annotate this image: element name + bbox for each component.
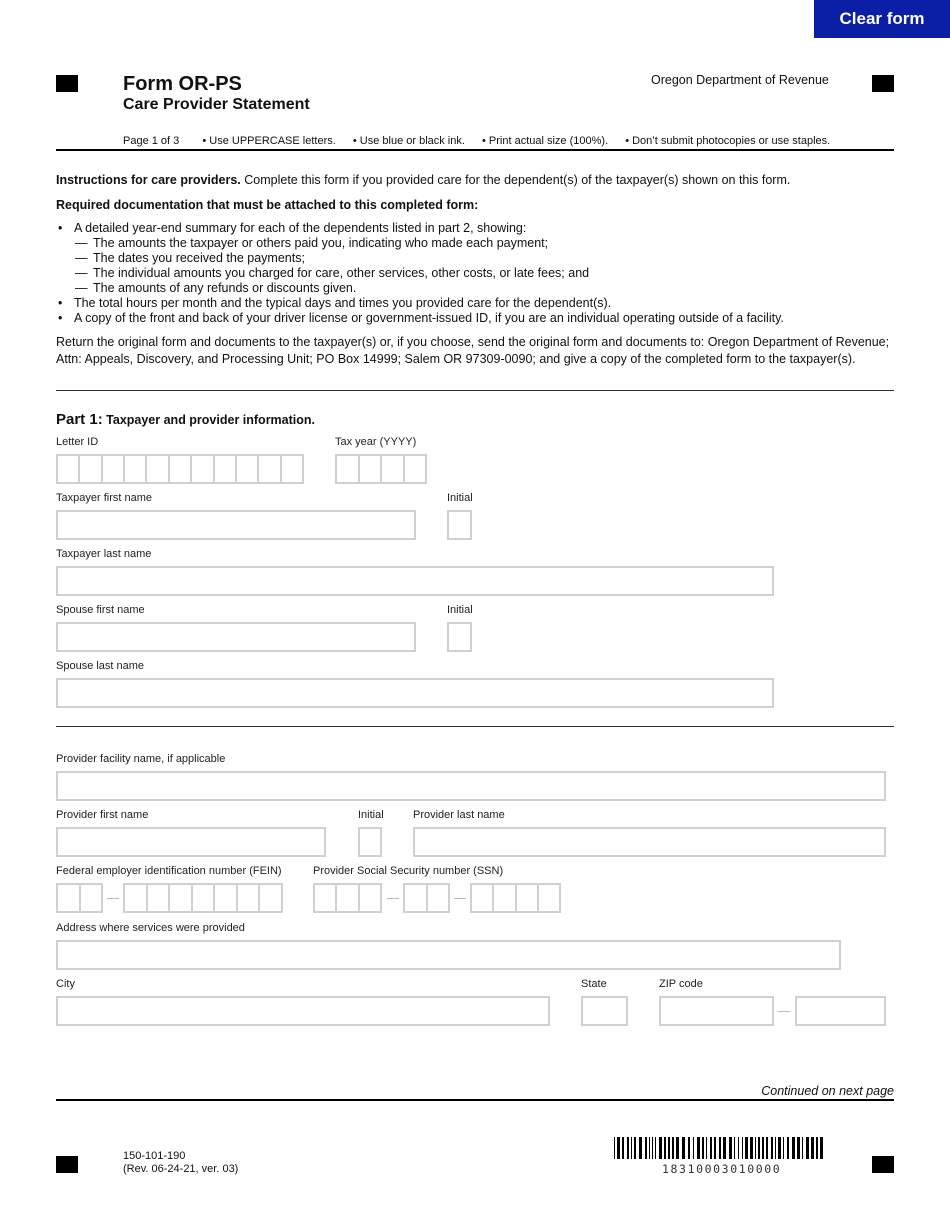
comb-cell[interactable] — [146, 883, 169, 913]
note-ink: • Use blue or black ink. — [352, 135, 465, 147]
city-label: City — [56, 978, 75, 990]
spouse-first-name-label: Spouse first name — [56, 604, 145, 616]
fein-suffix-input[interactable] — [123, 883, 283, 913]
barcode-bar — [742, 1137, 743, 1159]
spouse-last-name-label: Spouse last name — [56, 660, 145, 672]
required-doc-item: • A copy of the front and back of your driver license or government-issued ID, if you are an individual operating outside of a facility. — [56, 311, 896, 326]
registration-mark-top-left — [56, 75, 78, 92]
barcode-bar — [664, 1137, 666, 1159]
ssn-group-input[interactable] — [403, 883, 450, 913]
comb-cell[interactable] — [380, 454, 403, 484]
barcode-bar — [797, 1137, 800, 1159]
comb-cell[interactable] — [335, 454, 358, 484]
barcode-bar — [811, 1137, 814, 1159]
barcode-bar — [702, 1137, 704, 1159]
barcode-bar — [802, 1137, 803, 1159]
form-number-block — [123, 1150, 238, 1176]
barcode-bar — [649, 1137, 650, 1159]
taxpayer-initial-input[interactable] — [447, 510, 472, 540]
tax-year-input[interactable] — [335, 454, 427, 484]
barcode-bar — [634, 1137, 636, 1159]
provider-last-name-label: Provider last name — [413, 809, 505, 821]
footer-divider — [56, 1099, 894, 1101]
barcode-bar — [783, 1137, 784, 1159]
required-doc-subitem: — The individual amounts you charged for care, other services, other costs, or late fees; and — [56, 266, 896, 281]
registration-mark-top-right — [872, 75, 894, 92]
taxpayer-last-name-label: Taxpayer last name — [56, 548, 152, 560]
zip-input[interactable] — [659, 996, 774, 1026]
city-input[interactable] — [56, 996, 550, 1026]
agency-name: Oregon Department of Revenue — [651, 73, 829, 87]
zip-plus4-input[interactable] — [795, 996, 886, 1026]
fein-prefix-input[interactable] — [56, 883, 103, 913]
continued-note: Continued on next page — [761, 1084, 894, 1098]
return-instructions: Return the original form and documents to the taxpayer(s) or, if you choose, send the original form and documents to: Oregon Department of Revenue; Attn: Appeals, Discovery, and Processing Unit; PO Box 14999; Salem OR 97309-0090; and give a copy of the completed form to the taxpayer(s). — [56, 335, 890, 366]
clear-form-button[interactable]: Clear form — [814, 0, 950, 38]
barcode-bar — [723, 1137, 726, 1159]
barcode-bar — [710, 1137, 712, 1159]
barcode-image — [614, 1137, 825, 1159]
barcode-bar — [614, 1137, 615, 1159]
comb-cell[interactable] — [358, 883, 382, 913]
comb-cell[interactable] — [313, 883, 335, 913]
barcode-bar — [676, 1137, 679, 1159]
barcode-bar — [806, 1137, 809, 1159]
header-divider — [56, 149, 894, 151]
comb-cell[interactable] — [358, 454, 381, 484]
comb-cell[interactable] — [335, 883, 357, 913]
state-input[interactable] — [581, 996, 628, 1026]
comb-cell[interactable] — [426, 883, 451, 913]
part1-title: Taxpayer and provider information. — [102, 413, 315, 427]
barcode-bar — [778, 1137, 781, 1159]
required-doc-item: • A detailed year-end summary for each of the dependents listed in part 2, showing: — [56, 221, 896, 236]
form-revision: (Rev. 06-24-21, ver. 03) — [123, 1163, 239, 1175]
comb-cell[interactable] — [280, 454, 304, 484]
comb-cell[interactable] — [56, 454, 78, 484]
barcode-bar — [766, 1137, 768, 1159]
facility-name-input[interactable] — [56, 771, 886, 801]
barcode-bar — [775, 1137, 776, 1159]
barcode-bar — [755, 1137, 756, 1159]
barcode-bar — [617, 1137, 620, 1159]
comb-cell[interactable] — [537, 883, 561, 913]
section-divider — [56, 390, 894, 391]
ssn-separator-1 — [387, 898, 399, 899]
barcode-bar — [659, 1137, 662, 1159]
barcode-bar — [655, 1137, 656, 1159]
part1-number: Part 1: — [56, 411, 103, 428]
tax-year-label: Tax year (YYYY) — [335, 436, 417, 448]
instructions-lead-text: Complete this form if you provided care for the dependent(s) of the taxpayer(s) shown on this form. — [240, 173, 791, 187]
barcode-bar — [631, 1137, 632, 1159]
required-docs-heading: Required documentation that must be attached to this completed form: — [56, 198, 479, 212]
barcode-bar — [762, 1137, 764, 1159]
barcode-bar — [771, 1137, 773, 1159]
comb-cell[interactable] — [191, 883, 214, 913]
form-title: Form OR-PS — [123, 73, 242, 95]
note-uppercase: • Use UPPERCASE letters. — [202, 135, 336, 147]
comb-cell[interactable] — [123, 883, 146, 913]
service-address-label: Address where services were provided — [56, 922, 245, 934]
required-docs-list — [56, 221, 896, 326]
zip-label: ZIP code — [659, 978, 703, 990]
taxpayer-last-name-input[interactable] — [56, 566, 774, 596]
provider-first-name-input[interactable] — [56, 827, 326, 857]
barcode-bar — [792, 1137, 795, 1159]
required-doc-item: • The total hours per month and the typical days and times you provided care for the dependent(s). — [56, 296, 896, 311]
barcode-bar — [622, 1137, 624, 1159]
barcode-bar — [693, 1137, 694, 1159]
ssn-separator-2 — [454, 898, 466, 899]
required-doc-subitem: — The amounts of any refunds or discounts given. — [56, 281, 896, 296]
ssn-label: Provider Social Security number (SSN) — [313, 865, 504, 877]
taxpayer-first-name-label: Taxpayer first name — [56, 492, 152, 504]
required-doc-subitem: — The amounts the taxpayer or others paid you, indicating who made each payment; — [56, 236, 896, 251]
provider-last-name-input[interactable] — [413, 827, 886, 857]
facility-name-label: Provider facility name, if applicable — [56, 753, 226, 765]
barcode-bar — [719, 1137, 721, 1159]
state-label: State — [581, 978, 607, 990]
comb-cell[interactable] — [123, 454, 145, 484]
comb-cell[interactable] — [213, 883, 236, 913]
spouse-initial-label: Initial — [447, 604, 473, 616]
comb-cell[interactable] — [145, 454, 167, 484]
barcode-bar — [639, 1137, 642, 1159]
form-subtitle: Care Provider Statement — [123, 96, 310, 113]
barcode-bar — [787, 1137, 789, 1159]
barcode-bar — [820, 1137, 823, 1159]
note-print-size: • Print actual size (100%). — [482, 135, 609, 147]
spouse-first-name-input[interactable] — [56, 622, 416, 652]
comb-cell[interactable] — [56, 883, 79, 913]
comb-cell[interactable] — [403, 883, 426, 913]
fein-separator — [107, 898, 119, 899]
ssn-serial-input[interactable] — [470, 883, 561, 913]
barcode-number: 18310003010000 — [662, 1162, 782, 1176]
comb-cell[interactable] — [236, 883, 259, 913]
provider-section-divider — [56, 726, 894, 727]
comb-cell[interactable] — [78, 454, 100, 484]
registration-mark-bottom-left — [56, 1156, 78, 1173]
required-doc-subitem: — The dates you received the payments; — [56, 251, 896, 266]
instructions-lead: Instructions for care providers. — [56, 173, 241, 187]
barcode-bar — [652, 1137, 653, 1159]
comb-cell[interactable] — [258, 883, 283, 913]
comb-cell[interactable] — [470, 883, 492, 913]
barcode-bar — [734, 1137, 735, 1159]
barcode-bar — [738, 1137, 739, 1159]
registration-mark-bottom-right — [872, 1156, 894, 1173]
comb-cell[interactable] — [257, 454, 279, 484]
barcode-bar — [627, 1137, 629, 1159]
barcode-bar — [697, 1137, 700, 1159]
spouse-initial-input[interactable] — [447, 622, 472, 652]
barcode-bar — [758, 1137, 760, 1159]
barcode-bar — [706, 1137, 707, 1159]
service-address-input[interactable] — [56, 940, 841, 970]
comb-cell[interactable] — [515, 883, 537, 913]
barcode-bar — [672, 1137, 674, 1159]
taxpayer-initial-label: Initial — [447, 492, 473, 504]
fein-label: Federal employer identification number (FEIN) — [56, 865, 282, 877]
comb-cell[interactable] — [168, 454, 190, 484]
provider-first-name-label: Provider first name — [56, 809, 149, 821]
comb-cell[interactable] — [213, 454, 235, 484]
barcode-bar — [729, 1137, 732, 1159]
barcode-bar — [714, 1137, 716, 1159]
comb-cell[interactable] — [101, 454, 123, 484]
zip-separator — [778, 1011, 790, 1012]
note-no-photocopies: • Don’t submit photocopies or use staples. — [625, 135, 831, 147]
barcode-bar — [645, 1137, 647, 1159]
comb-cell[interactable] — [235, 454, 257, 484]
barcode-bar — [688, 1137, 690, 1159]
comb-cell[interactable] — [190, 454, 212, 484]
provider-initial-input[interactable] — [358, 827, 382, 857]
barcode-bar — [745, 1137, 748, 1159]
barcode-bar — [816, 1137, 818, 1159]
provider-initial-label: Initial — [358, 809, 384, 821]
comb-cell[interactable] — [403, 454, 428, 484]
taxpayer-first-name-input[interactable] — [56, 510, 416, 540]
barcode-bar — [682, 1137, 685, 1159]
barcode-bar — [750, 1137, 753, 1159]
letter-id-label: Letter ID — [56, 436, 99, 448]
form-number: 150-101-190 — [123, 1150, 186, 1162]
instructions-intro — [56, 172, 896, 189]
comb-cell[interactable] — [168, 883, 191, 913]
comb-cell[interactable] — [79, 883, 104, 913]
header-instructions-line — [123, 135, 844, 147]
part1-heading — [56, 411, 315, 428]
spouse-last-name-input[interactable] — [56, 678, 774, 708]
page-indicator: Page 1 of 3 — [123, 135, 180, 147]
comb-cell[interactable] — [492, 883, 514, 913]
ssn-area-input[interactable] — [313, 883, 382, 913]
letter-id-input[interactable] — [56, 454, 304, 484]
barcode-bar — [668, 1137, 670, 1159]
